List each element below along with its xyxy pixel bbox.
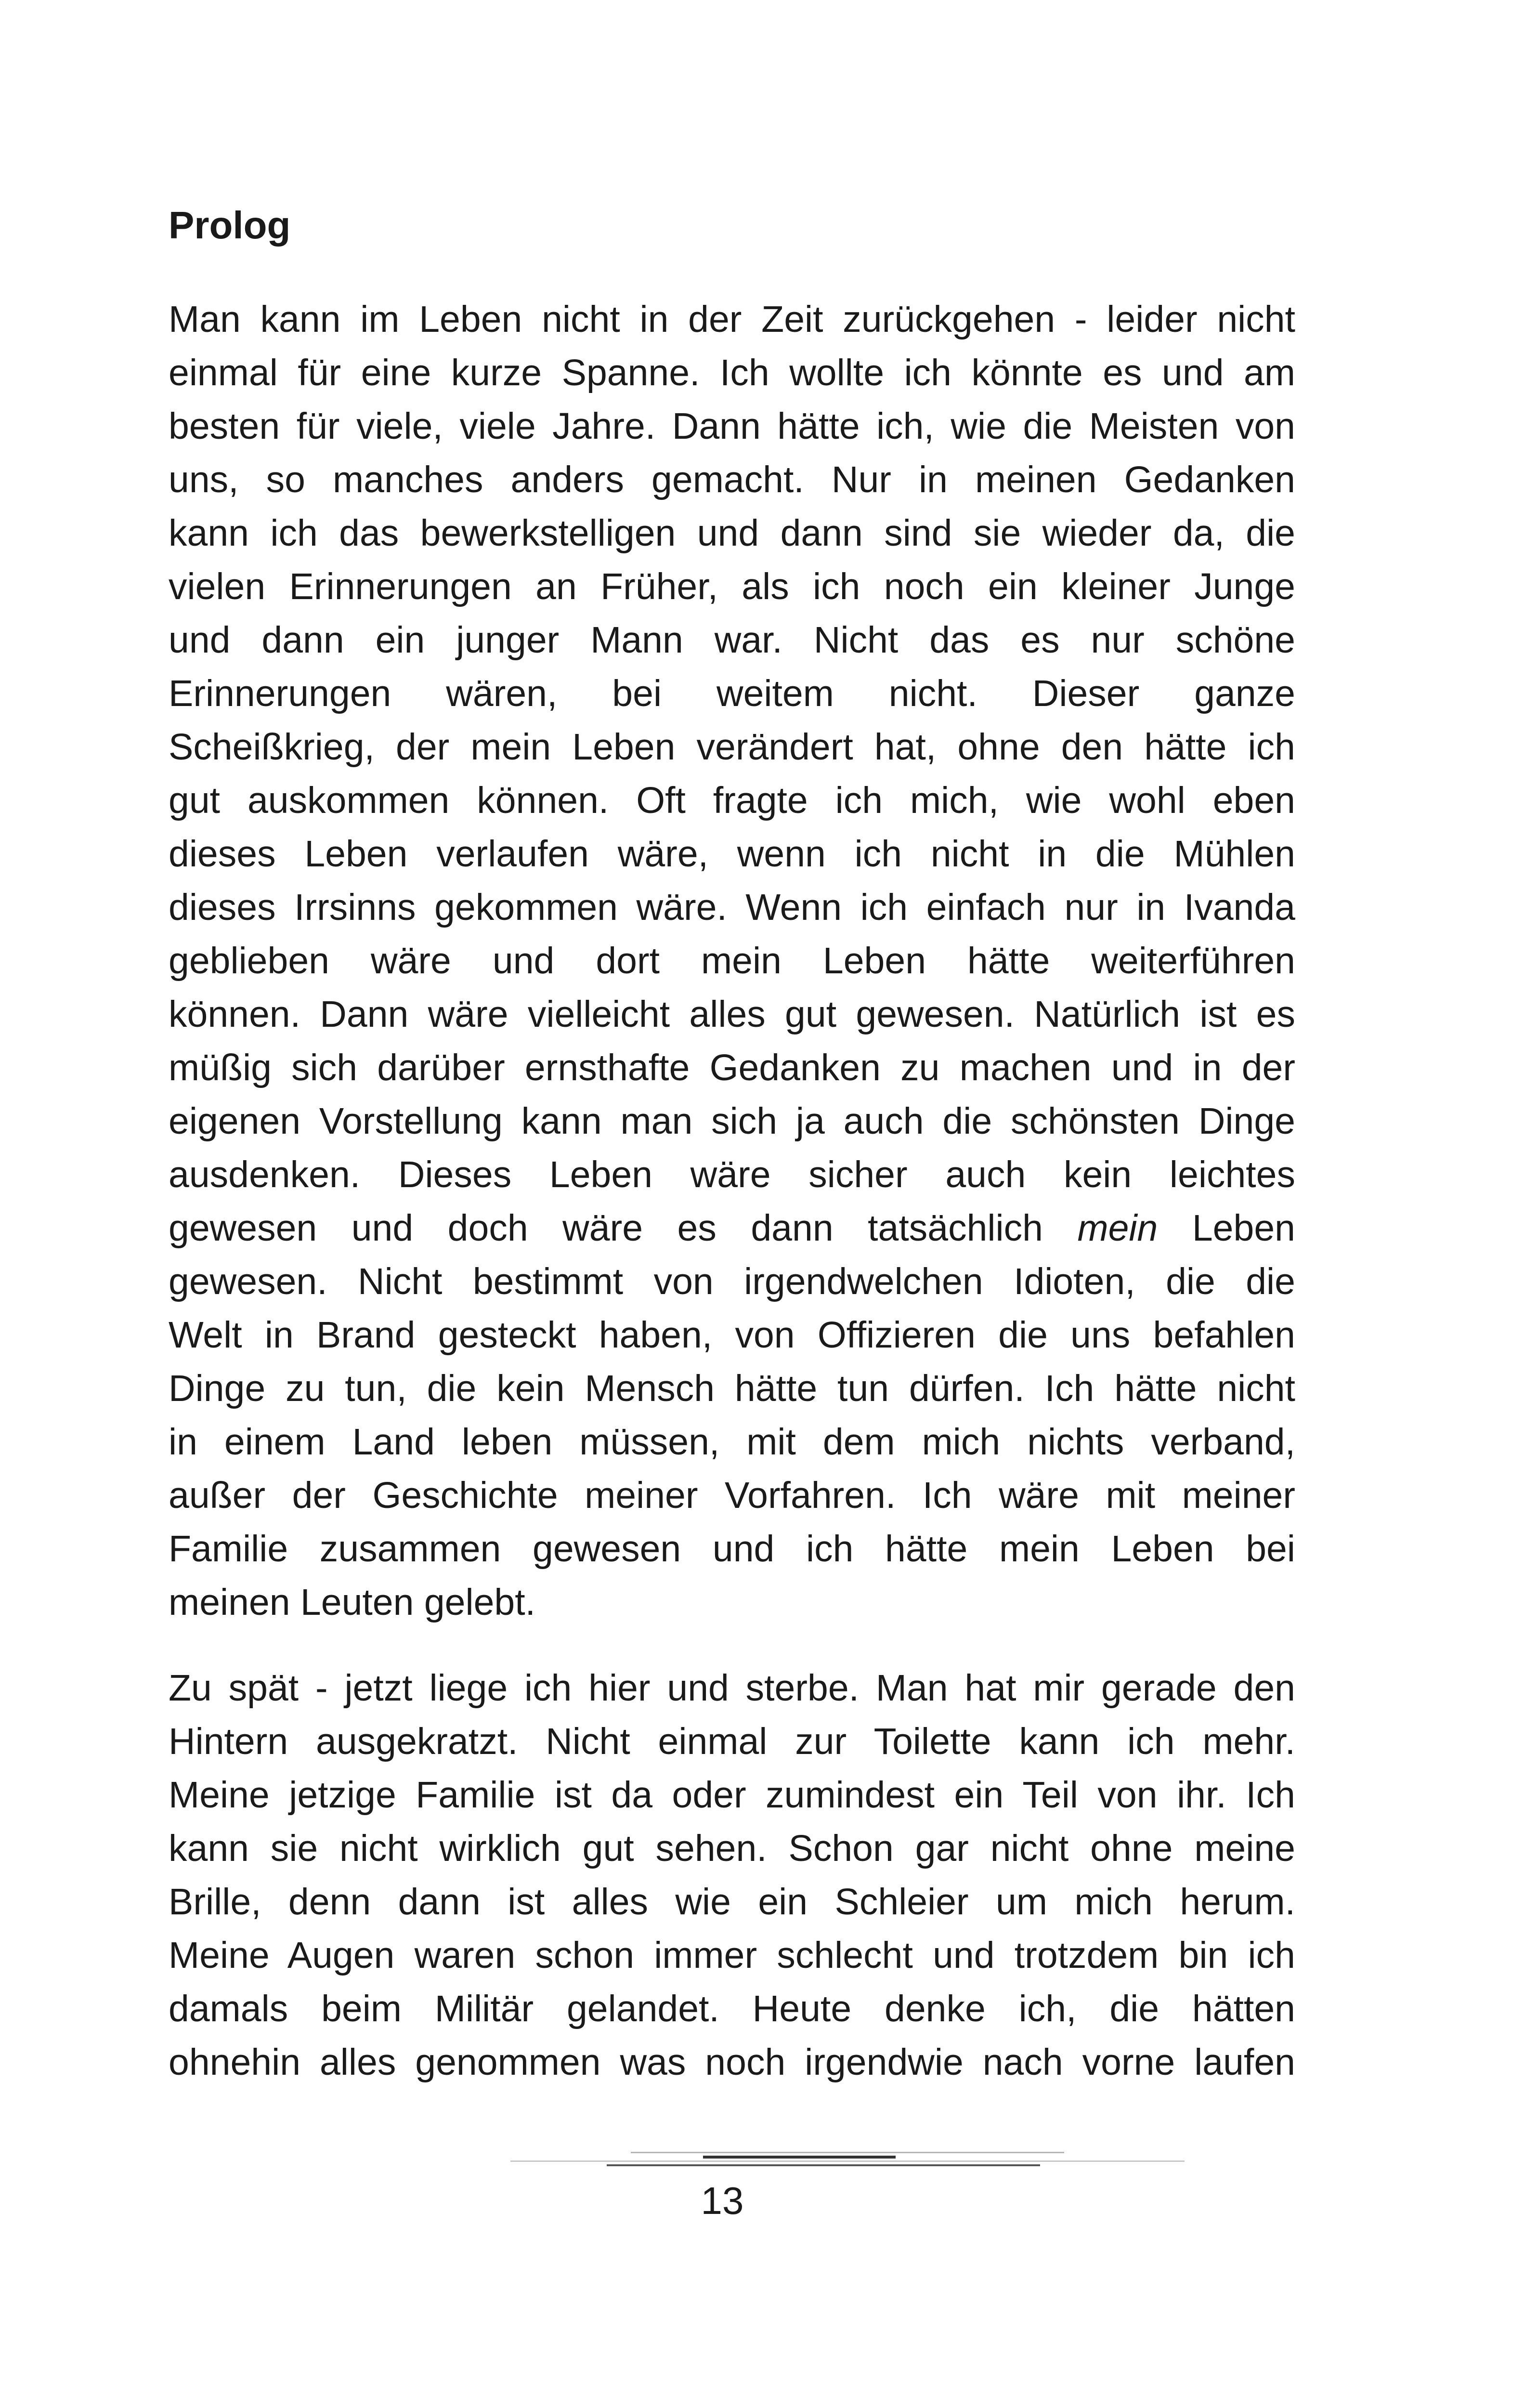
text-line: ausdenken. Dieses Leben wäre sicher auch kein leichtes bbox=[169, 1154, 1295, 1195]
text-line: damals beim Militär gelandet. Heute denke ich, die hätten bbox=[169, 1988, 1295, 2029]
text-line: eigenen Vorstellung kann man sich ja auch die schönsten Dinge bbox=[169, 1100, 1295, 1142]
text-line: außer der Geschichte meiner Vorfahren. Ich wäre mit meiner bbox=[169, 1475, 1295, 1516]
text-line: einmal für eine kurze Spanne. Ich wollte ich könnte es und am bbox=[169, 352, 1295, 393]
text-line: Familie zusammen gewesen und ich hätte mein Leben bei bbox=[169, 1528, 1295, 1570]
text-line-with-emphasis bbox=[169, 1202, 1295, 1255]
text-line: und dann ein junger Mann war. Nicht das es nur schöne bbox=[169, 619, 1295, 661]
text-line: Erinnerungen wären, bei weitem nicht. Dieser ganze bbox=[169, 673, 1295, 714]
text-line: besten für viele, viele Jahre. Dann hätte ich, wie die Meisten von bbox=[169, 406, 1295, 447]
text-line: gut auskommen können. Oft fragte ich mich, wie wohl eben bbox=[169, 780, 1295, 821]
text-line: vielen Erinnerungen an Früher, als ich noch ein kleiner Junge bbox=[169, 566, 1295, 607]
text-line: gewesen. Nicht bestimmt von irgendwelchen Idioten, die die bbox=[169, 1261, 1295, 1302]
text-line: Dinge zu tun, die kein Mensch hätte tun dürfen. Ich hätte nicht bbox=[169, 1368, 1295, 1409]
chapter-heading: Prolog bbox=[169, 204, 291, 247]
text-line: können. Dann wäre vielleicht alles gut gewesen. Natürlich ist es bbox=[169, 994, 1295, 1035]
text-line: Scheißkrieg, der mein Leben verändert hat, ohne den hätte ich bbox=[169, 726, 1295, 768]
paragraph-2 bbox=[169, 1662, 1295, 2089]
page-number: 13 bbox=[701, 2179, 744, 2222]
text-line: Meine Augen waren schon immer schlecht und trotzdem bin ich bbox=[169, 1935, 1295, 1976]
text-line: uns, so manches anders gemacht. Nur in meinen Gedanken bbox=[169, 459, 1295, 500]
text-segment: Leben bbox=[1192, 1207, 1295, 1249]
text-segment: gewesen und doch wäre es dann tatsächlich bbox=[169, 1207, 1043, 1249]
emphasized-word: mein bbox=[1077, 1207, 1158, 1249]
book-page bbox=[169, 0, 1295, 2408]
text-line: ohnehin alles genommen was noch irgendwie nach vorne laufen bbox=[169, 2042, 1295, 2083]
text-line: müßig sich darüber ernsthafte Gedanken zu machen und in der bbox=[169, 1047, 1295, 1088]
footer-divider bbox=[703, 2156, 896, 2159]
footer-divider bbox=[607, 2164, 1040, 2166]
text-line: in einem Land leben müssen, mit dem mich nichts verband, bbox=[169, 1421, 1295, 1463]
text-line: kann ich das bewerkstelligen und dann sind sie wieder da, die bbox=[169, 512, 1295, 554]
footer-divider bbox=[510, 2160, 1185, 2162]
text-line: geblieben wäre und dort mein Leben hätte weiterführen bbox=[169, 940, 1295, 982]
text-line: Meine jetzige Familie ist da oder zumindest ein Teil von ihr. Ich bbox=[169, 1774, 1295, 1816]
text-line-last: meinen Leuten gelebt. bbox=[169, 1582, 536, 1623]
footer-divider bbox=[631, 2152, 1064, 2153]
text-line: dieses Irrsinns gekommen wäre. Wenn ich einfach nur in Ivanda bbox=[169, 887, 1295, 928]
paragraph-1 bbox=[169, 293, 1295, 1629]
text-line: Brille, denn dann ist alles wie ein Schleier um mich herum. bbox=[169, 1881, 1295, 1923]
text-line: Man kann im Leben nicht in der Zeit zurückgehen - leider nicht bbox=[169, 299, 1295, 340]
text-line: kann sie nicht wirklich gut sehen. Schon gar nicht ohne meine bbox=[169, 1828, 1295, 1869]
text-line: dieses Leben verlaufen wäre, wenn ich nicht in die Mühlen bbox=[169, 833, 1295, 875]
text-line: Welt in Brand gesteckt haben, von Offizieren die uns befahlen bbox=[169, 1314, 1295, 1356]
text-line: Zu spät - jetzt liege ich hier und sterbe. Man hat mir gerade den bbox=[169, 1667, 1295, 1709]
text-line: Hintern ausgekratzt. Nicht einmal zur Toilette kann ich mehr. bbox=[169, 1721, 1295, 1762]
